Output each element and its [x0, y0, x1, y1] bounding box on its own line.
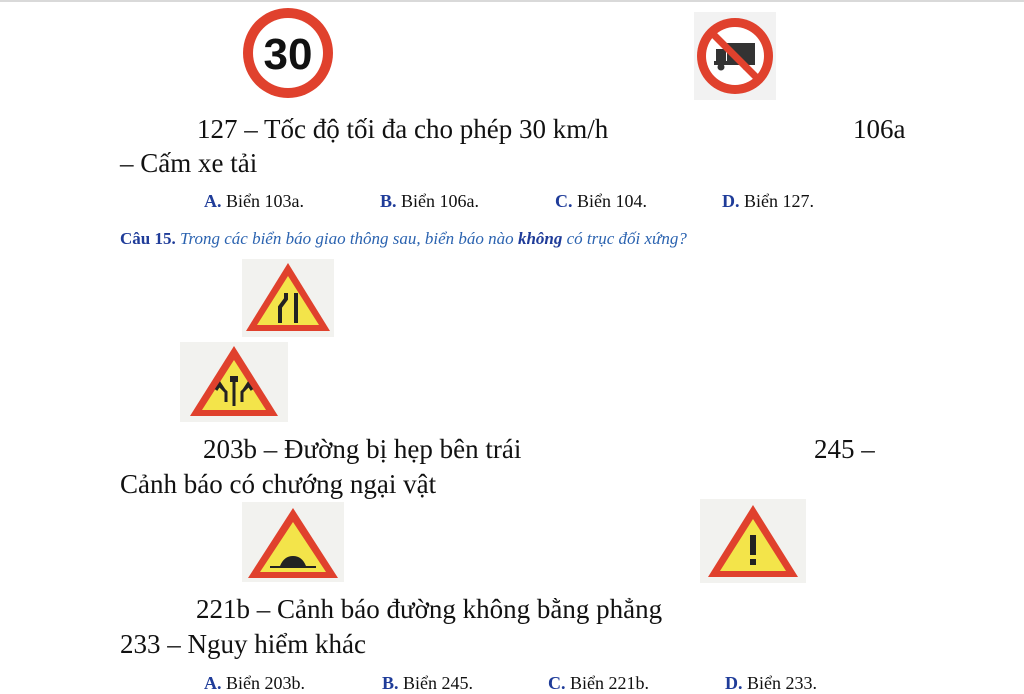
option-text: Biển 103a.	[226, 191, 304, 211]
option-text: Biển 203b.	[226, 673, 305, 693]
sign-245-obstacle-icon	[180, 342, 288, 422]
option-text: Biển 233.	[747, 673, 817, 693]
caption-221b: 221b – Cảnh báo đường không bằng phẳng	[196, 594, 663, 624]
q14-option-b[interactable]	[380, 191, 479, 212]
option-text: Biển 104.	[577, 191, 647, 211]
question-15	[120, 229, 687, 249]
q15-option-b[interactable]	[382, 673, 473, 694]
sign-127-speed-limit-icon	[240, 5, 336, 101]
option-letter: A.	[204, 673, 222, 693]
caption-203b: 203b – Đường bị hẹp bên trái	[203, 434, 522, 464]
option-text: Biển 106a.	[401, 191, 480, 211]
option-letter: D.	[722, 191, 740, 211]
caption-233: 233 – Nguy hiểm khác	[120, 629, 366, 659]
q14-option-d[interactable]	[722, 191, 814, 212]
sign-233-other-danger-icon	[700, 499, 806, 583]
caption-245: 245 –	[814, 434, 875, 464]
q15-option-d[interactable]	[725, 673, 817, 694]
caption-106a: 106a	[853, 114, 906, 144]
caption-106a-continued: – Cấm xe tải	[120, 148, 258, 178]
option-letter: B.	[380, 191, 397, 211]
option-letter: D.	[725, 673, 743, 693]
top-border	[0, 0, 1024, 2]
sign-number: 30	[263, 30, 313, 79]
sign-106a-no-truck-icon	[694, 12, 776, 100]
question-text-after: có trục đối xứng?	[566, 229, 687, 248]
caption-127: 127 – Tốc độ tối đa cho phép 30 km/h	[197, 114, 609, 144]
caption-245-continued: Cảnh báo có chướng ngại vật	[120, 469, 437, 499]
option-letter: C.	[555, 191, 573, 211]
question-keyword: không	[517, 229, 563, 248]
q14-option-a[interactable]	[204, 191, 304, 212]
q15-option-a[interactable]	[204, 673, 305, 694]
sign-221b-bump-icon	[242, 502, 344, 582]
option-text: Biển 245.	[403, 673, 474, 693]
q14-option-c[interactable]	[555, 191, 647, 212]
option-letter: A.	[204, 191, 222, 211]
sign-203b-road-narrows-icon	[242, 259, 334, 337]
question-label: Câu 15.	[120, 229, 176, 248]
option-letter: C.	[548, 673, 566, 693]
question-text-before: Trong các biển báo giao thông sau, biển báo nào	[179, 229, 514, 248]
option-text: Biển 127.	[744, 191, 814, 211]
q15-option-c[interactable]	[548, 673, 649, 694]
option-text: Biển 221b.	[570, 673, 649, 693]
option-letter: B.	[382, 673, 399, 693]
